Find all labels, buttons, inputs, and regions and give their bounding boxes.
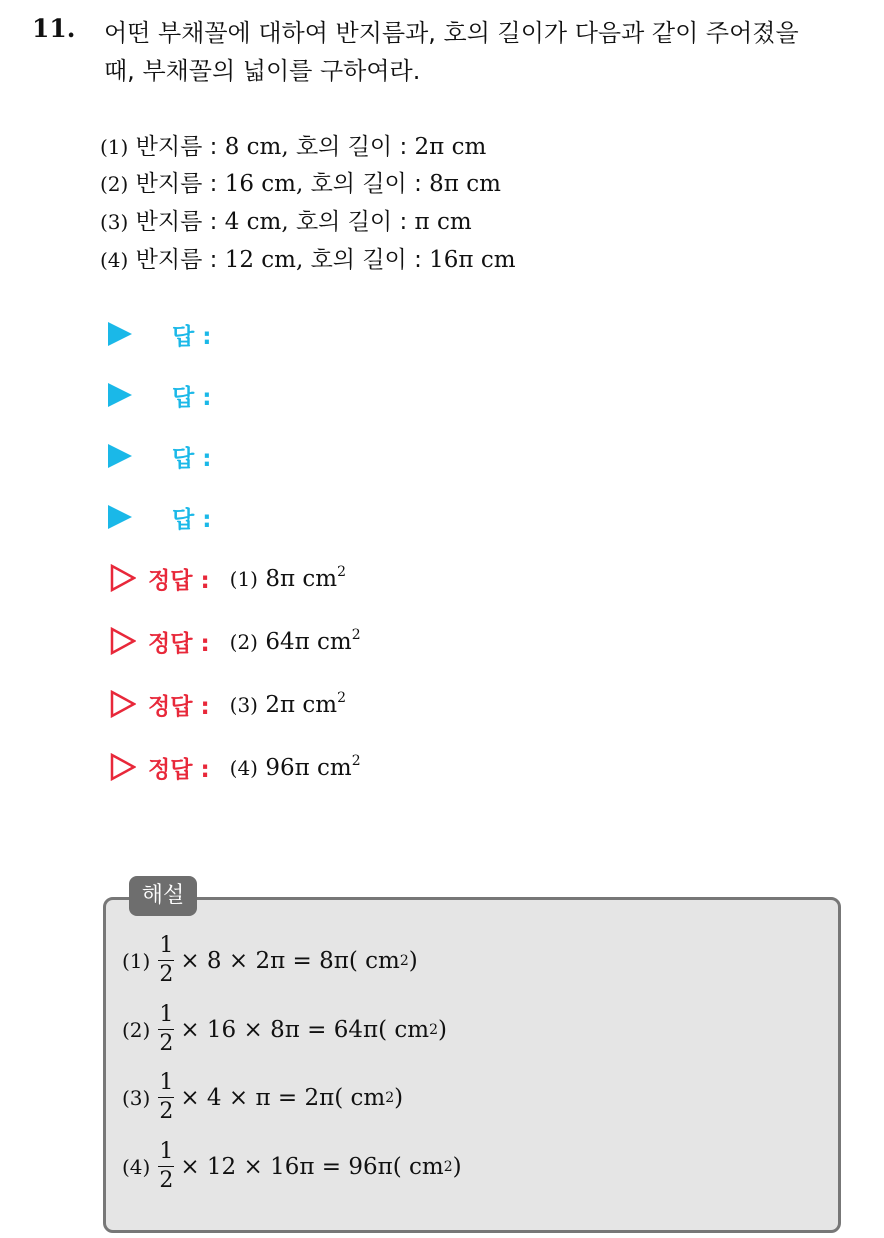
radius-value: 4 cm, bbox=[224, 209, 289, 235]
question-number: 11. bbox=[32, 14, 76, 43]
arc-label: 호의 길이 : bbox=[295, 209, 408, 235]
outline-triangle-icon bbox=[110, 690, 136, 718]
answer-row-3[interactable] bbox=[108, 436, 211, 476]
solution-text: 2π cm bbox=[265, 692, 338, 718]
arc-label: 호의 길이 : bbox=[310, 171, 422, 197]
fraction-bar bbox=[158, 960, 174, 961]
play-triangle-icon bbox=[108, 322, 132, 346]
radius-label: 반지름 : bbox=[135, 134, 218, 160]
solution-number: (2) bbox=[229, 630, 258, 654]
explanation-number: (1) bbox=[122, 948, 151, 973]
solution-label: 정답 : bbox=[148, 567, 210, 594]
radius-label: 반지름 : bbox=[135, 247, 218, 273]
explanation-exponent: 2 bbox=[385, 1089, 395, 1106]
answer-label: 답 : bbox=[172, 384, 212, 411]
explanation-exponent: 2 bbox=[443, 1158, 453, 1175]
radius-label: 반지름 : bbox=[135, 209, 218, 235]
solution-label: 정답 : bbox=[148, 756, 210, 783]
radius-value: 16 cm, bbox=[224, 171, 304, 197]
solution-label: 정답 : bbox=[148, 630, 210, 657]
fraction-denominator: 2 bbox=[159, 962, 174, 987]
condition-2 bbox=[100, 165, 501, 198]
solution-exponent: 2 bbox=[351, 627, 361, 643]
solution-text: 64π cm bbox=[265, 629, 352, 655]
explanation-number: (2) bbox=[122, 1017, 151, 1042]
solution-number: (4) bbox=[229, 756, 258, 780]
explanation-close-paren: ) bbox=[408, 947, 418, 974]
explanation-row-3 bbox=[122, 1071, 403, 1124]
condition-3 bbox=[100, 203, 472, 236]
radius-label: 반지름 : bbox=[135, 171, 218, 197]
explanation-close-paren: ) bbox=[438, 1016, 447, 1043]
condition-4 bbox=[100, 241, 516, 274]
solution-text: 8π cm bbox=[265, 566, 338, 592]
solution-value bbox=[230, 564, 346, 592]
explanation-number: (4) bbox=[122, 1154, 151, 1179]
explanation-row-4 bbox=[122, 1140, 462, 1193]
fraction-half bbox=[158, 1140, 174, 1193]
solution-row-4 bbox=[110, 745, 361, 789]
explanation-expression: × 16 × 8π = 64π( cm bbox=[180, 1016, 430, 1043]
arc-value: 8π cm bbox=[429, 171, 501, 197]
arc-label: 호의 길이 : bbox=[310, 247, 422, 273]
explanation-row-2 bbox=[122, 1003, 447, 1056]
solution-value bbox=[230, 627, 361, 655]
solution-exponent: 2 bbox=[337, 690, 346, 706]
solution-row-1 bbox=[110, 556, 346, 600]
answer-label: 답 : bbox=[172, 445, 212, 472]
fraction-numerator: 1 bbox=[159, 1070, 174, 1095]
question-text bbox=[104, 14, 874, 90]
solution-row-2 bbox=[110, 619, 361, 663]
answer-label: 답 : bbox=[172, 323, 212, 350]
condition-number: (3) bbox=[100, 210, 129, 234]
outline-triangle-icon bbox=[110, 564, 136, 592]
fraction-denominator: 2 bbox=[159, 1168, 174, 1193]
condition-1 bbox=[100, 128, 486, 161]
fraction-half bbox=[158, 934, 174, 987]
radius-value: 12 cm, bbox=[224, 247, 304, 273]
solution-row-3 bbox=[110, 682, 346, 726]
fraction-bar bbox=[158, 1166, 174, 1167]
arc-label: 호의 길이 : bbox=[295, 134, 408, 160]
fraction-half bbox=[158, 1003, 174, 1056]
answer-row-1[interactable] bbox=[108, 314, 211, 354]
solution-number: (3) bbox=[229, 693, 258, 717]
fraction-bar bbox=[158, 1097, 174, 1098]
play-triangle-icon bbox=[108, 505, 132, 529]
fraction-bar bbox=[158, 1029, 174, 1030]
fraction-numerator: 1 bbox=[159, 1002, 174, 1027]
solution-label: 정답 : bbox=[148, 693, 210, 720]
answer-row-4[interactable] bbox=[108, 497, 211, 537]
explanation-number: (3) bbox=[122, 1085, 151, 1110]
condition-number: (1) bbox=[100, 135, 129, 159]
answer-row-2[interactable] bbox=[108, 375, 211, 415]
question-text-line-2: 때, 부채꼴의 넓이를 구하여라. bbox=[104, 57, 421, 85]
fraction-numerator: 1 bbox=[159, 1139, 174, 1164]
explanation-expression: × 4 × π = 2π( cm bbox=[180, 1084, 386, 1111]
solution-exponent: 2 bbox=[351, 753, 361, 769]
fraction-half bbox=[158, 1071, 174, 1124]
solution-value bbox=[230, 753, 361, 781]
arc-value: 16π cm bbox=[429, 247, 516, 273]
explanation-exponent: 2 bbox=[399, 952, 409, 969]
explanation-close-paren: ) bbox=[394, 1084, 404, 1111]
arc-value: 2π cm bbox=[414, 134, 487, 160]
condition-number: (4) bbox=[100, 248, 129, 272]
outline-triangle-icon bbox=[110, 753, 136, 781]
solution-text: 96π cm bbox=[265, 755, 352, 781]
explanation-exponent: 2 bbox=[429, 1021, 439, 1038]
radius-value: 8 cm, bbox=[224, 134, 289, 160]
solution-number: (1) bbox=[229, 567, 258, 591]
arc-value: π cm bbox=[414, 209, 472, 235]
fraction-denominator: 2 bbox=[159, 1099, 174, 1124]
play-triangle-icon bbox=[108, 444, 132, 468]
play-triangle-icon bbox=[108, 383, 132, 407]
explanation-expression: × 8 × 2π = 8π( cm bbox=[180, 947, 400, 974]
explanation-tag: 해설 bbox=[129, 876, 197, 916]
answer-label: 답 : bbox=[172, 506, 212, 533]
condition-number: (2) bbox=[100, 172, 129, 196]
fraction-numerator: 1 bbox=[159, 933, 174, 958]
question-text-line-1: 어떤 부채꼴에 대하여 반지름과, 호의 길이가 다음과 같이 주어졌을 bbox=[104, 19, 799, 47]
solution-value bbox=[230, 690, 346, 718]
solution-exponent: 2 bbox=[337, 564, 346, 580]
explanation-close-paren: ) bbox=[452, 1153, 462, 1180]
fraction-denominator: 2 bbox=[159, 1031, 174, 1056]
outline-triangle-icon bbox=[110, 627, 136, 655]
explanation-expression: × 12 × 16π = 96π( cm bbox=[180, 1153, 444, 1180]
explanation-row-1 bbox=[122, 934, 418, 987]
